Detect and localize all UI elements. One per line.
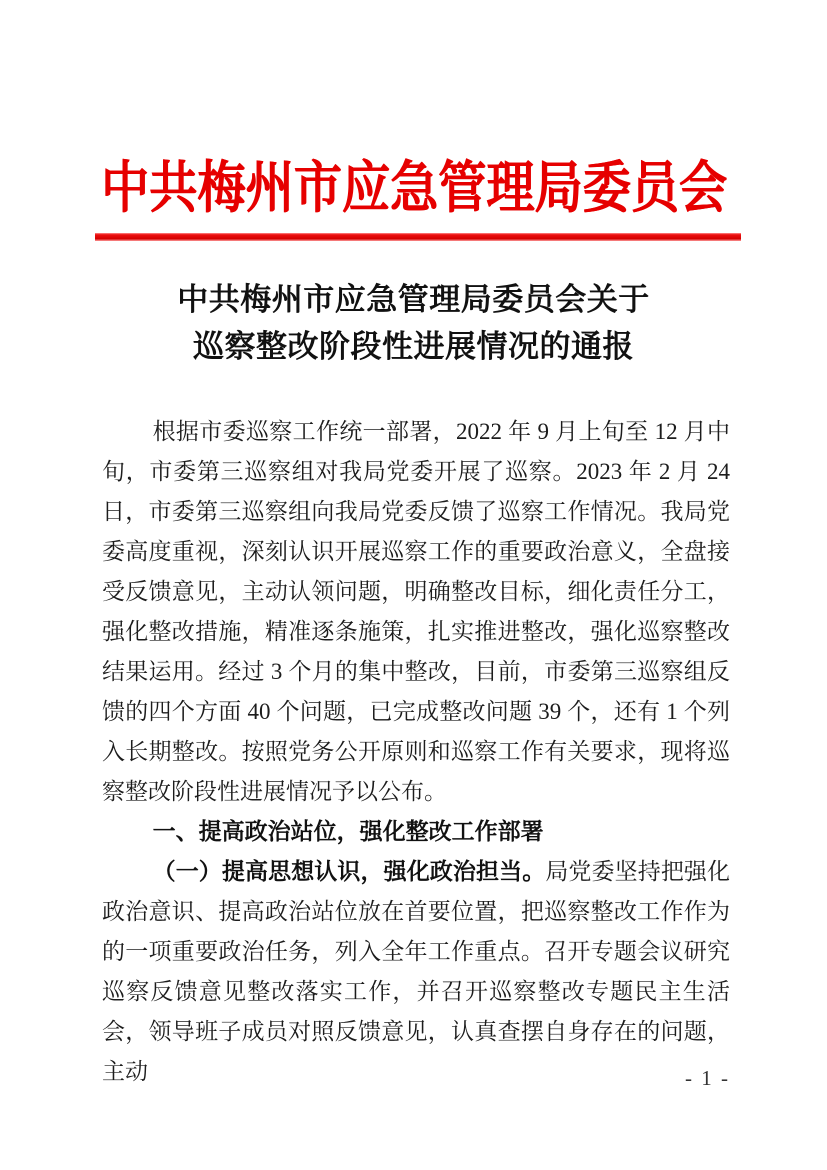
footer [102,1066,730,1091]
section-1-sub-1-text: 局党委坚持把强化政治意识、提高政治站位放在首要位置，把巡察整改工作作为的一项重要政治任务，列入全年工作重点。召开专题会议研究巡察反馈意见整改落实工作，并召开巡察整改专题民主生活会，领导班子成员对照反馈意见，认真查摆自身存在的问题，主动 [102,859,731,1084]
section-1-sub-1-paragraph [102,852,730,1092]
document-title-line2: 巡察整改阶段性进展情况的通报 [193,329,634,364]
section-1-sub-1-lead: （一）提高思想认识，强化政治担当。 [152,859,546,884]
document-title [0,276,827,370]
letterhead [0,144,827,224]
document-body [102,412,730,1092]
red-divider-line [95,233,741,241]
letterhead-org-name: 中共梅州市应急管理局委员会 [100,158,727,220]
intro-paragraph: 根据市委巡察工作统一部署，2022 年 9 月上旬至 12 月中旬，市委第三巡察组对我局党委开展了巡察。2023 年 2 月 24 日，市委第三巡察组向我局党委反馈了巡察工作情况。我局党委高度重视，深刻认识开展巡察工作的重要政治意义，全盘接受反馈意见，主动认领问题，明确整改目标，细化责任分工，强化整改措施，精准逐条施策，扎实推进整改，强化巡察整改结果运用。经过 3 个月的集中整改，目前，市委第三巡察组反馈的四个方面 40 个问题，已完成整改问题 39 个，还有 1 个列入长期整改。按照党务公开原则和巡察工作有关要求，现将巡察整改阶段性进展情况予以公布。 [102,419,730,804]
page-number: - 1 - [685,1066,730,1090]
document-title-line1: 中共梅州市应急管理局委员会关于 [177,282,650,317]
section-1-heading: 一、提高政治站位，强化整改工作部署 [152,819,544,844]
